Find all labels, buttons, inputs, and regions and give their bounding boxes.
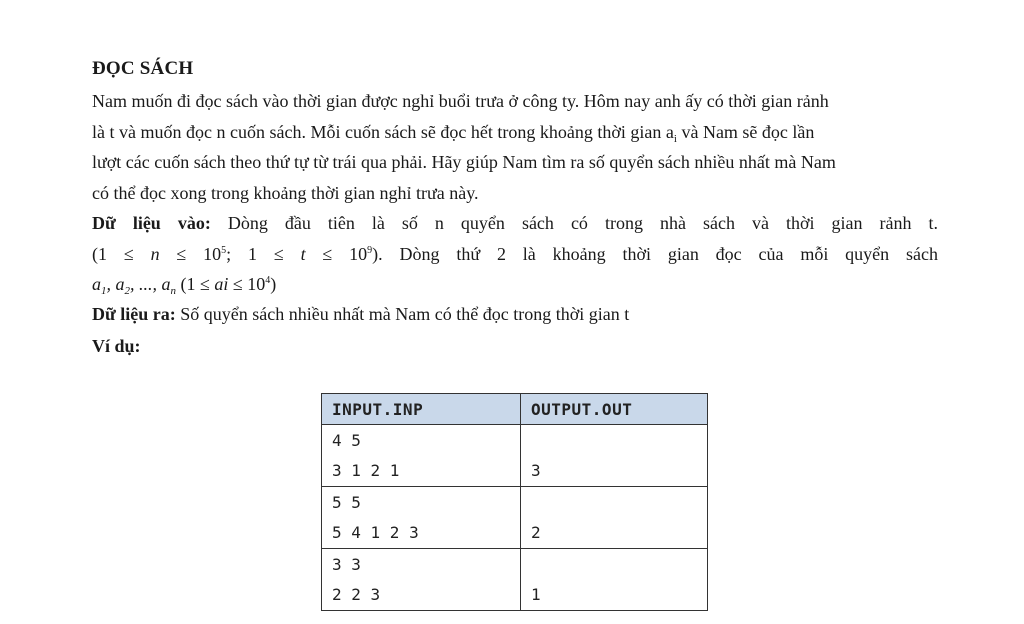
input-column-header: INPUT.INP	[322, 394, 521, 425]
output-spec-label: Dữ liệu ra:	[92, 304, 176, 324]
description-line-1: Nam muốn đi đọc sách vào thời gian được nghỉ buổi trưa ở công ty. Hôm nay anh ấy có thời gian rảnh	[92, 91, 829, 111]
output-spec-text: Số quyển sách nhiều nhất mà Nam có thể đọc trong thời gian t	[175, 304, 630, 324]
input-line: 3 1 2 1	[332, 461, 400, 480]
output-cell: 2	[521, 487, 708, 549]
input-cell	[322, 425, 521, 487]
table-row	[322, 487, 708, 549]
sample-io-table	[321, 393, 708, 611]
input-spec-label: Dữ liệu vào:	[92, 213, 211, 233]
description-line-3: lượt các cuốn sách theo thứ tự từ trái qua phải. Hãy giúp Nam tìm ra số quyển sách nhiều nhất mà Nam	[92, 152, 836, 172]
input-cell	[322, 487, 521, 549]
input-cell	[322, 549, 521, 611]
problem-title: ĐỌC SÁCH	[92, 58, 194, 79]
description-line-2: là t và muốn đọc n cuốn sách. Mỗi cuốn sách sẽ đọc hết trong khoảng thời gian $a_i$ và Nam sẽ đọc lần	[92, 121, 815, 145]
table-row	[322, 549, 708, 611]
output-spec	[92, 299, 938, 330]
example-label: Ví dụ:	[92, 336, 141, 356]
input-line: 3 3	[332, 555, 361, 574]
input-spec	[92, 208, 938, 300]
input-line: 4 5	[332, 431, 361, 450]
output-cell: 3	[521, 425, 708, 487]
input-spec-line-1: Dữ liệu vào: Dòng đầu tiên là số n quyển sách có trong nhà sách và thời gian rảnh t.	[92, 213, 939, 233]
output-column-header: OUTPUT.OUT	[521, 394, 708, 425]
table-row	[322, 425, 708, 487]
problem-description	[92, 86, 938, 208]
table-header-row	[322, 394, 708, 425]
input-spec-line-2: ($1 \le n \le 10^5$; $1 \le t \le 10^9$). Dòng thứ 2 là khoảng thời gian đọc của mỗi quyển sách	[92, 243, 938, 264]
input-line: 5 4 1 2 3	[332, 523, 419, 542]
input-spec-line-3: $a_1$, $a_2$, ..., $a_n$ (1 ≤ ai ≤ $10^4$)	[92, 274, 277, 297]
input-line: 5 5	[332, 493, 361, 512]
input-line: 2 2 3	[332, 585, 381, 604]
description-line-4: có thể đọc xong trong khoảng thời gian nghỉ trưa này.	[92, 182, 479, 203]
output-cell: 1	[521, 549, 708, 611]
